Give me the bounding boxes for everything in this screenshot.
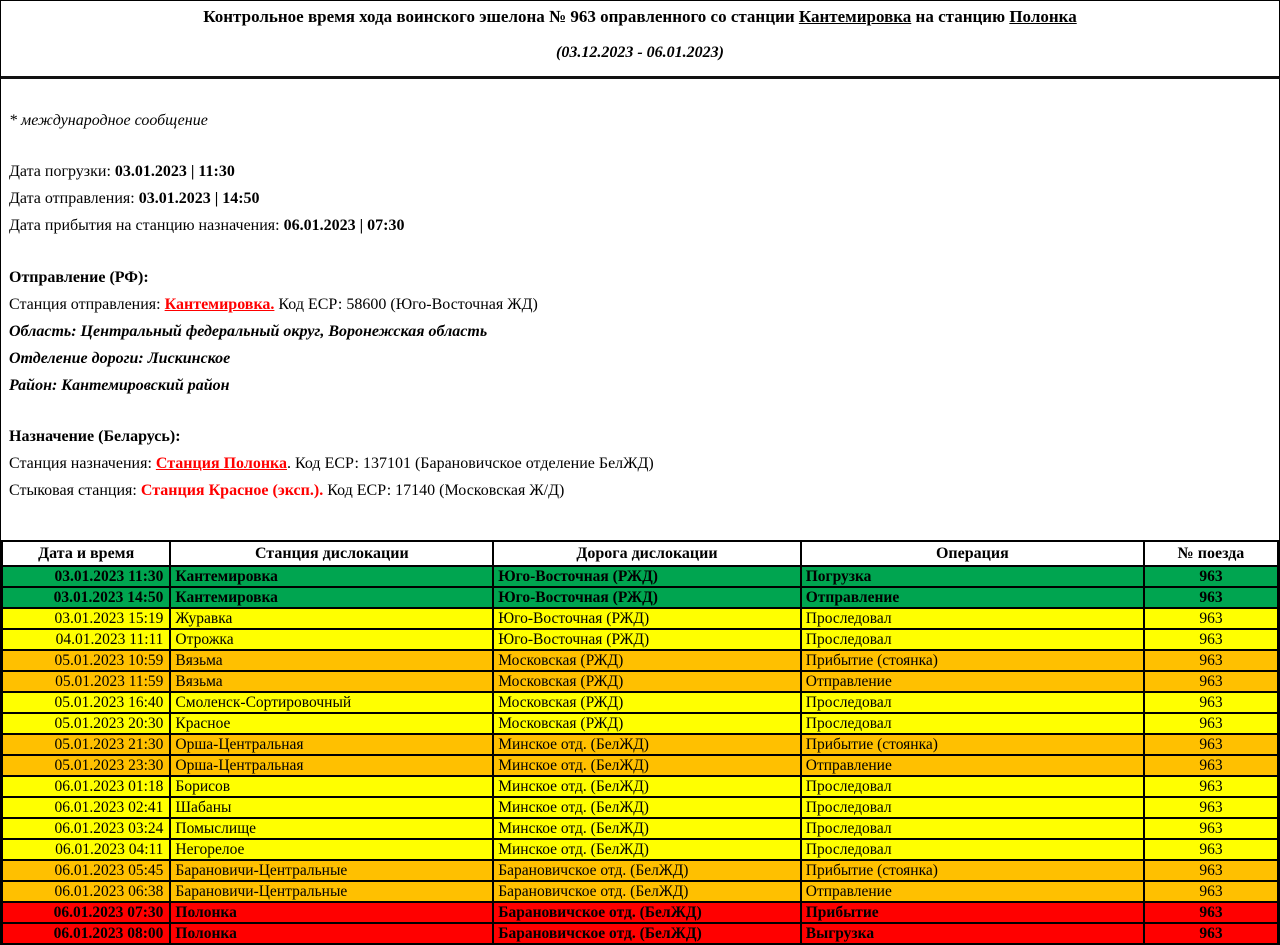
- train-log-table: [1, 540, 1279, 945]
- cell-road: Барановичское отд. (БелЖД): [493, 923, 801, 944]
- cell-datetime: 03.01.2023 11:30: [2, 566, 170, 587]
- cell-datetime: 06.01.2023 04:11: [2, 839, 170, 860]
- cell-train: 963: [1144, 671, 1278, 692]
- international-note: * международное сообщение: [9, 112, 208, 129]
- cell-road: Барановичское отд. (БелЖД): [493, 860, 801, 881]
- cell-train: 963: [1144, 839, 1278, 860]
- cell-road: Московская (РЖД): [493, 671, 801, 692]
- column-header-3: Операция: [801, 541, 1144, 566]
- cell-datetime: 06.01.2023 05:45: [2, 860, 170, 881]
- cell-train: 963: [1144, 860, 1278, 881]
- departure-station-code: Код ЕСР: 58600 (Юго-Восточная ЖД): [274, 296, 538, 313]
- cell-datetime: 05.01.2023 21:30: [2, 734, 170, 755]
- column-header-4: № поезда: [1144, 541, 1278, 566]
- table-row: [2, 608, 1278, 629]
- report-body: [0, 79, 1280, 945]
- cell-operation: Прибытие (стоянка): [801, 734, 1144, 755]
- table-row: [2, 923, 1278, 944]
- cell-train: 963: [1144, 629, 1278, 650]
- train-log-head: [2, 541, 1278, 566]
- cell-datetime: 05.01.2023 11:59: [2, 671, 170, 692]
- cell-datetime: 05.01.2023 23:30: [2, 755, 170, 776]
- cell-operation: Проследовал: [801, 629, 1144, 650]
- cell-operation: Прибытие (стоянка): [801, 650, 1144, 671]
- cell-operation: Проследовал: [801, 818, 1144, 839]
- cell-datetime: 06.01.2023 06:38: [2, 881, 170, 902]
- table-row: [2, 797, 1278, 818]
- cell-datetime: 06.01.2023 02:41: [2, 797, 170, 818]
- cell-operation: Отправление: [801, 881, 1144, 902]
- departure-heading: Отправление (РФ):: [9, 269, 149, 286]
- cell-station: Смоленск-Сортировочный: [170, 692, 493, 713]
- cell-operation: Проследовал: [801, 839, 1144, 860]
- departure-date-value: 03.01.2023 | 14:50: [138, 190, 260, 207]
- title-middle: на станцию: [911, 7, 1010, 26]
- cell-operation: Выгрузка: [801, 923, 1144, 944]
- cell-road: Минское отд. (БелЖД): [493, 818, 801, 839]
- cell-datetime: 03.01.2023 15:19: [2, 608, 170, 629]
- column-header-1: Станция дислокации: [170, 541, 493, 566]
- cell-train: 963: [1144, 776, 1278, 797]
- arrival-date-label: Дата прибытия на станцию назначения:: [9, 217, 284, 234]
- cell-road: Юго-Восточная (РЖД): [493, 587, 801, 608]
- arrival-date-value: 06.01.2023 | 07:30: [283, 217, 405, 234]
- table-row: [2, 776, 1278, 797]
- cell-station: Кантемировка: [170, 566, 493, 587]
- table-row: [2, 629, 1278, 650]
- report-period: (03.12.2023 - 06.01.2023): [556, 44, 724, 61]
- cell-operation: Проследовал: [801, 713, 1144, 734]
- cell-station: Шабаны: [170, 797, 493, 818]
- train-log-body: [2, 566, 1278, 944]
- cell-train: 963: [1144, 692, 1278, 713]
- cell-station: Кантемировка: [170, 587, 493, 608]
- cell-road: Минское отд. (БелЖД): [493, 776, 801, 797]
- cell-road: Минское отд. (БелЖД): [493, 839, 801, 860]
- title-prefix: Контрольное время хода воинского эшелона № 963 оправленного со станции: [203, 7, 799, 26]
- cell-road: Минское отд. (БелЖД): [493, 734, 801, 755]
- cell-station: Красное: [170, 713, 493, 734]
- cell-operation: Проследовал: [801, 797, 1144, 818]
- departure-date-line: [9, 185, 1269, 212]
- cell-station: Негорелое: [170, 839, 493, 860]
- cell-train: 963: [1144, 608, 1278, 629]
- table-row: [2, 671, 1278, 692]
- cell-operation: Отправление: [801, 671, 1144, 692]
- table-row: [2, 734, 1278, 755]
- cell-datetime: 04.01.2023 11:11: [2, 629, 170, 650]
- cell-station: Полонка: [170, 902, 493, 923]
- junction-station-label: Стыковая станция:: [9, 482, 141, 499]
- cell-operation: Погрузка: [801, 566, 1144, 587]
- cell-operation: Проследовал: [801, 608, 1144, 629]
- departure-station-label: Станция отправления:: [9, 296, 165, 313]
- cell-datetime: 06.01.2023 07:30: [2, 902, 170, 923]
- cell-station: Отрожка: [170, 629, 493, 650]
- cell-train: 963: [1144, 734, 1278, 755]
- destination-station-line: [9, 450, 1269, 477]
- destination-heading: Назначение (Беларусь):: [9, 428, 181, 445]
- cell-train: 963: [1144, 713, 1278, 734]
- cell-station: Вязьма: [170, 650, 493, 671]
- junction-station-line: [9, 477, 1269, 504]
- cell-road: Московская (РЖД): [493, 713, 801, 734]
- loading-date-value: 03.01.2023 | 11:30: [114, 163, 235, 180]
- departure-station-line: [9, 291, 1269, 318]
- table-row: [2, 566, 1278, 587]
- column-header-2: Дорога дислокации: [493, 541, 801, 566]
- loading-date-line: [9, 158, 1269, 185]
- cell-operation: Отправление: [801, 755, 1144, 776]
- table-row: [2, 881, 1278, 902]
- cell-road: Минское отд. (БелЖД): [493, 755, 801, 776]
- destination-block: [9, 423, 1269, 504]
- dates-block: [9, 158, 1269, 239]
- departure-district-line: Район: Кантемировский район: [9, 377, 230, 394]
- table-row: [2, 902, 1278, 923]
- cell-datetime: 03.01.2023 14:50: [2, 587, 170, 608]
- cell-operation: Отправление: [801, 587, 1144, 608]
- cell-train: 963: [1144, 650, 1278, 671]
- cell-datetime: 06.01.2023 08:00: [2, 923, 170, 944]
- cell-datetime: 05.01.2023 16:40: [2, 692, 170, 713]
- cell-station: Вязьма: [170, 671, 493, 692]
- cell-train: 963: [1144, 587, 1278, 608]
- cell-datetime: 05.01.2023 10:59: [2, 650, 170, 671]
- cell-road: Московская (РЖД): [493, 692, 801, 713]
- cell-datetime: 06.01.2023 03:24: [2, 818, 170, 839]
- table-row: [2, 650, 1278, 671]
- table-row: [2, 755, 1278, 776]
- cell-train: 963: [1144, 566, 1278, 587]
- cell-station: Полонка: [170, 923, 493, 944]
- cell-operation: Прибытие (стоянка): [801, 860, 1144, 881]
- junction-station-name: Станция Красное (эксп.).: [140, 482, 324, 499]
- departure-date-label: Дата отправления:: [9, 190, 139, 207]
- departure-division-line: Отделение дороги: Лискинское: [9, 350, 231, 367]
- title-to-station: Полонка: [1009, 7, 1077, 26]
- cell-station: Барановичи-Центральные: [170, 881, 493, 902]
- report-info: [1, 79, 1279, 540]
- destination-station-code: . Код ЕСР: 137101 (Барановичское отделение БелЖД): [287, 455, 654, 472]
- cell-train: 963: [1144, 797, 1278, 818]
- table-row: [2, 839, 1278, 860]
- table-row: [2, 713, 1278, 734]
- cell-road: Минское отд. (БелЖД): [493, 797, 801, 818]
- cell-datetime: 06.01.2023 01:18: [2, 776, 170, 797]
- header-row: [2, 541, 1278, 566]
- cell-station: Помыслище: [170, 818, 493, 839]
- cell-road: Юго-Восточная (РЖД): [493, 566, 801, 587]
- arrival-date-line: [9, 212, 1269, 239]
- junction-station-code: Код ЕСР: 17140 (Московская Ж/Д): [323, 482, 565, 499]
- cell-operation: Проследовал: [801, 776, 1144, 797]
- cell-train: 963: [1144, 881, 1278, 902]
- cell-train: 963: [1144, 923, 1278, 944]
- cell-road: Барановичское отд. (БелЖД): [493, 902, 801, 923]
- destination-station-label: Станция назначения:: [9, 455, 156, 472]
- departure-block: [9, 264, 1269, 399]
- cell-operation: Проследовал: [801, 692, 1144, 713]
- cell-train: 963: [1144, 902, 1278, 923]
- cell-station: Орша-Центральная: [170, 734, 493, 755]
- departure-region-line: Область: Центральный федеральный округ, Воронежская область: [9, 323, 488, 340]
- cell-datetime: 05.01.2023 20:30: [2, 713, 170, 734]
- cell-road: Юго-Восточная (РЖД): [493, 629, 801, 650]
- cell-train: 963: [1144, 755, 1278, 776]
- table-row: [2, 860, 1278, 881]
- cell-operation: Прибытие: [801, 902, 1144, 923]
- cell-station: Орша-Центральная: [170, 755, 493, 776]
- report-title: [1, 7, 1279, 27]
- departure-station-name: Кантемировка.: [164, 296, 275, 313]
- title-block: [0, 0, 1280, 79]
- table-row: [2, 692, 1278, 713]
- column-header-0: Дата и время: [2, 541, 170, 566]
- table-row: [2, 818, 1278, 839]
- cell-train: 963: [1144, 818, 1278, 839]
- cell-station: Журавка: [170, 608, 493, 629]
- cell-road: Московская (РЖД): [493, 650, 801, 671]
- cell-station: Барановичи-Центральные: [170, 860, 493, 881]
- title-from-station: Кантемировка: [798, 7, 912, 26]
- table-row: [2, 587, 1278, 608]
- destination-station-name: Станция Полонка: [155, 455, 288, 472]
- loading-date-label: Дата погрузки:: [9, 163, 115, 180]
- cell-road: Барановичское отд. (БелЖД): [493, 881, 801, 902]
- cell-road: Юго-Восточная (РЖД): [493, 608, 801, 629]
- cell-station: Борисов: [170, 776, 493, 797]
